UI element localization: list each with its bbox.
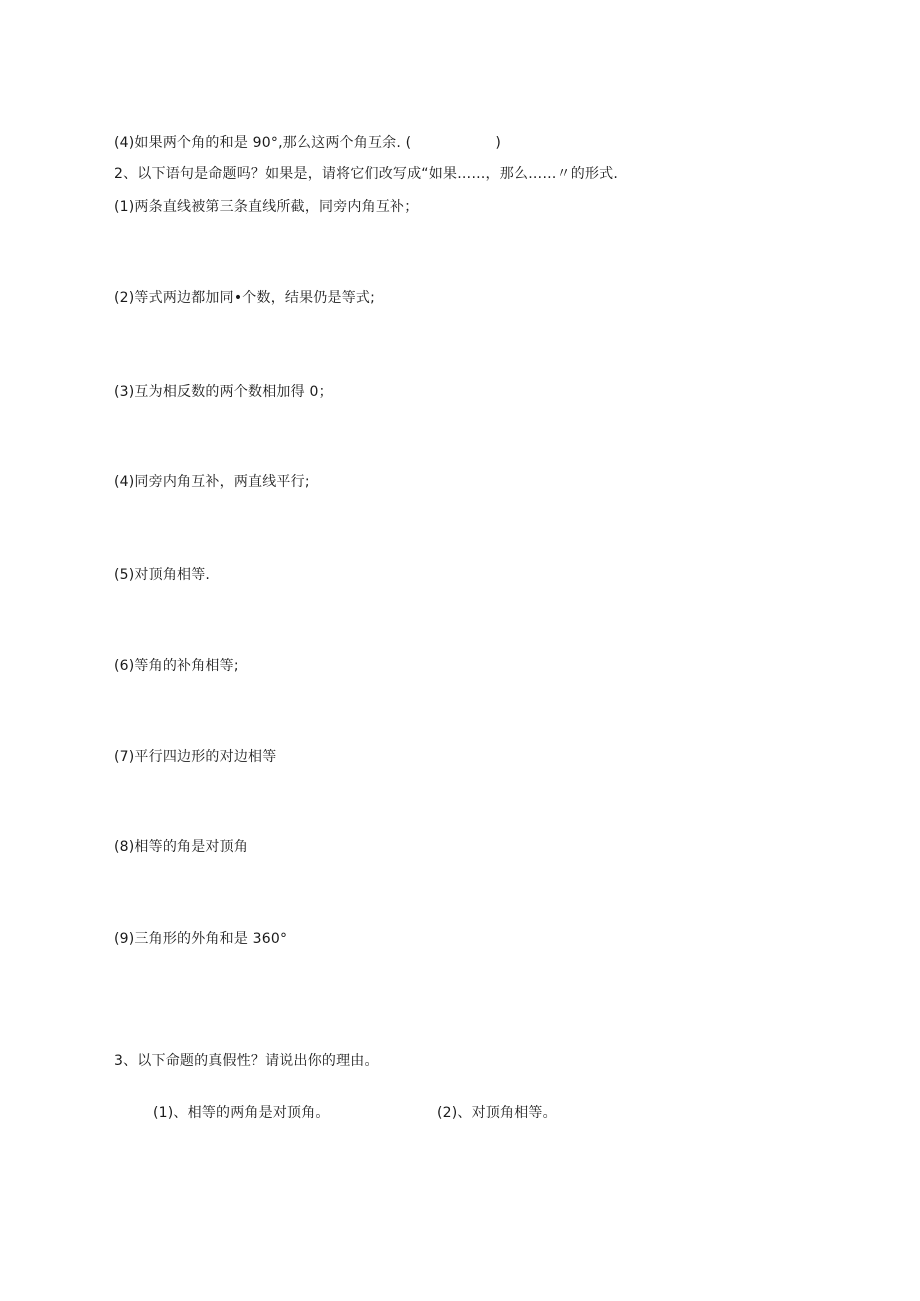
question-2-item-6: (6)等角的补角相等;: [114, 658, 239, 674]
question-2-item-5: (5)对顶角相等.: [114, 567, 211, 583]
question-3-item-1: (1)、相等的两角是对顶角。: [153, 1105, 330, 1121]
question-1-item-4-close-paren: ): [495, 135, 501, 151]
question-2-item-4: (4)同旁内角互补，两直线平行;: [114, 474, 310, 490]
question-2-prompt: 2、以下语句是命题吗？如果是，请将它们改写成“如果……，那么……〃的形式.: [114, 166, 619, 182]
question-2-item-2: (2)等式两边都加同•个数，结果仍是等式;: [114, 290, 376, 306]
question-2-item-1: (1)两条直线被第三条直线所截，同旁内角互补；: [114, 199, 419, 215]
question-3-prompt: 3、以下命题的真假性？请说出你的理由。: [114, 1053, 379, 1069]
question-2-item-7: (7)平行四边形的对边相等: [114, 749, 277, 765]
question-3-item-2: (2)、对顶角相等。: [437, 1105, 557, 1121]
question-2-item-3: (3)互为相反数的两个数相加得 0；: [114, 384, 333, 400]
question-2-item-9: (9)三角形的外角和是 360°: [114, 931, 288, 947]
question-2-item-8: (8)相等的角是对顶角: [114, 839, 249, 855]
question-1-item-4-text: (4)如果两个角的和是 90°,那么这两个角互余. (: [114, 135, 412, 151]
question-1-item-4: [114, 134, 501, 152]
